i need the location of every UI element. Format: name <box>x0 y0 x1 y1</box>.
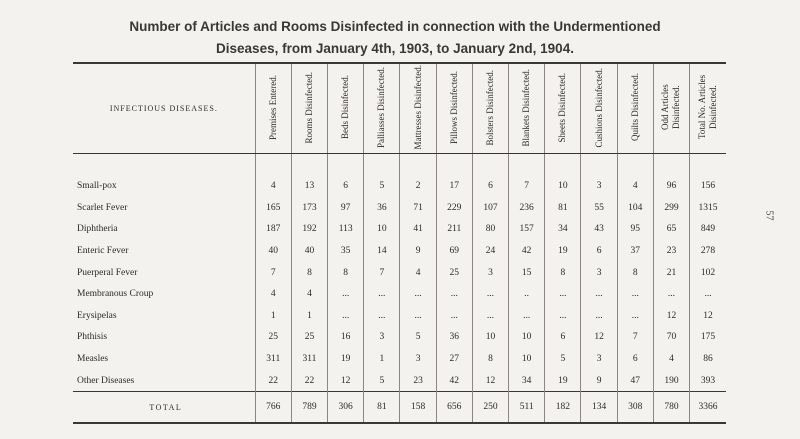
title-line-2: Diseases, from January 4th, 1903, to January 2nd, 1904. <box>216 41 574 56</box>
table-cell: ... <box>472 283 508 305</box>
table-cell: ... <box>545 305 581 327</box>
table-cell: 4 <box>400 262 436 284</box>
table-row <box>73 283 726 305</box>
column-header-label: Quilts Disinfected. <box>629 73 640 142</box>
table-cell: 134 <box>581 392 617 424</box>
table-cell: 1315 <box>690 197 726 219</box>
table-cell: 10 <box>509 348 545 370</box>
table-cell: ... <box>328 283 364 305</box>
table-cell: 175 <box>690 327 726 349</box>
table-cell: 5 <box>400 327 436 349</box>
table-cell: 25 <box>436 262 472 284</box>
table-cell: 173 <box>291 197 327 219</box>
column-header <box>617 63 653 153</box>
column-header-label: Mattresses Disinfected. <box>412 65 423 150</box>
table-cell: 8 <box>328 262 364 284</box>
table-cell: 4 <box>255 283 291 305</box>
table-cell: 104 <box>617 197 653 219</box>
table-cell: 36 <box>436 327 472 349</box>
table-cell: 27 <box>436 348 472 370</box>
column-header <box>400 63 436 153</box>
table-cell: 156 <box>690 153 726 197</box>
table-row <box>73 262 726 284</box>
table-cell: 97 <box>328 197 364 219</box>
table-cell: ... <box>364 283 400 305</box>
table-cell: 1 <box>364 348 400 370</box>
table-cell: .. <box>509 283 545 305</box>
table-cell: 4 <box>617 153 653 197</box>
table-cell: ... <box>472 305 508 327</box>
table-cell: 113 <box>328 219 364 241</box>
table-cell: 3 <box>581 153 617 197</box>
table-cell: 19 <box>545 240 581 262</box>
disease-name: Other Diseases <box>73 370 255 392</box>
table-cell: 102 <box>690 262 726 284</box>
disease-name: Diphtheria <box>73 219 255 241</box>
table-cell: 3 <box>581 262 617 284</box>
table-cell: ... <box>581 283 617 305</box>
table-cell: ... <box>617 305 653 327</box>
table-cell: 25 <box>291 327 327 349</box>
table-cell: 12 <box>653 305 689 327</box>
table-cell: ... <box>617 283 653 305</box>
total-label: TOTAL <box>73 392 255 424</box>
table-row <box>73 240 726 262</box>
table-row <box>73 370 726 392</box>
table-cell: 3 <box>472 262 508 284</box>
table-cell: 10 <box>364 219 400 241</box>
table-cell: 157 <box>509 219 545 241</box>
table-row <box>73 327 726 349</box>
table-cell: 10 <box>545 153 581 197</box>
disease-name: Erysipelas <box>73 305 255 327</box>
table-row <box>73 348 726 370</box>
column-header-label: Palliasses Disinfected. <box>376 66 387 148</box>
column-header <box>690 63 726 153</box>
table-cell: 36 <box>364 197 400 219</box>
column-header <box>653 63 689 153</box>
column-header-label: Bolsters Disinfected. <box>484 69 495 145</box>
table-cell: 190 <box>653 370 689 392</box>
table-cell: 16 <box>328 327 364 349</box>
table-cell: 311 <box>291 348 327 370</box>
table-cell: 12 <box>690 305 726 327</box>
table-cell: 656 <box>436 392 472 424</box>
table-cell: 22 <box>291 370 327 392</box>
disease-name: Membranous Croup <box>73 283 255 305</box>
table-cell: 8 <box>617 262 653 284</box>
table-cell: 780 <box>653 392 689 424</box>
table-cell: 37 <box>617 240 653 262</box>
table-cell: ... <box>436 283 472 305</box>
table-cell: 278 <box>690 240 726 262</box>
disease-name: Scarlet Fever <box>73 197 255 219</box>
page-number: 57 <box>763 210 775 221</box>
table-cell: 42 <box>436 370 472 392</box>
total-row <box>73 392 726 424</box>
column-header-label: Premises Entered. <box>267 74 278 140</box>
table-cell: 19 <box>328 348 364 370</box>
table-cell: 25 <box>255 327 291 349</box>
column-header-diseases: INFECTIOUS DISEASES. <box>73 63 255 153</box>
table-cell: 211 <box>436 219 472 241</box>
table-cell: 1 <box>291 305 327 327</box>
table-cell: 81 <box>545 197 581 219</box>
table-cell: 6 <box>617 348 653 370</box>
table-cell: 8 <box>545 262 581 284</box>
table-cell: 42 <box>509 240 545 262</box>
table-cell: 55 <box>581 197 617 219</box>
table-cell: 393 <box>690 370 726 392</box>
table-cell: ... <box>545 283 581 305</box>
disease-name: Puerperal Fever <box>73 262 255 284</box>
table-cell: 308 <box>617 392 653 424</box>
table-cell: 19 <box>545 370 581 392</box>
table-cell: ... <box>400 283 436 305</box>
table-cell: 5 <box>364 153 400 197</box>
table-cell: 165 <box>255 197 291 219</box>
table-cell: 6 <box>581 240 617 262</box>
table-cell: 3366 <box>690 392 726 424</box>
table-cell: 12 <box>328 370 364 392</box>
table-cell: 299 <box>653 197 689 219</box>
column-header <box>291 63 327 153</box>
table-row <box>73 219 726 241</box>
table-cell: 6 <box>328 153 364 197</box>
column-header <box>581 63 617 153</box>
table-cell: 192 <box>291 219 327 241</box>
table-cell: ... <box>653 283 689 305</box>
table-cell: 9 <box>581 370 617 392</box>
table-cell: 311 <box>255 348 291 370</box>
table-cell: 21 <box>653 262 689 284</box>
column-header <box>364 63 400 153</box>
table-cell: 6 <box>545 327 581 349</box>
table-cell: 40 <box>291 240 327 262</box>
table-cell: 34 <box>545 219 581 241</box>
table-cell: 41 <box>400 219 436 241</box>
table-cell: 849 <box>690 219 726 241</box>
table-cell: 81 <box>364 392 400 424</box>
header-row <box>73 63 726 153</box>
table-cell: 6 <box>472 153 508 197</box>
table-cell: ... <box>509 305 545 327</box>
column-header-label: Beds Disinfected. <box>340 75 351 140</box>
column-header-label: Sheets Disinfected. <box>557 72 568 142</box>
column-header-label: Total No. Articles Disinfected. <box>697 75 719 140</box>
disease-name: Phthisis <box>73 327 255 349</box>
column-header <box>509 63 545 153</box>
table-cell: 3 <box>364 327 400 349</box>
table-cell: 12 <box>472 370 508 392</box>
table-cell: 80 <box>472 219 508 241</box>
table-cell: 22 <box>255 370 291 392</box>
column-header <box>472 63 508 153</box>
table-cell: 7 <box>364 262 400 284</box>
disease-name: Measles <box>73 348 255 370</box>
table-cell: 47 <box>617 370 653 392</box>
table-cell: 96 <box>653 153 689 197</box>
table-cell: 5 <box>545 348 581 370</box>
document-title <box>0 16 790 60</box>
table-cell: 12 <box>581 327 617 349</box>
table-cell: ... <box>364 305 400 327</box>
table-cell: 14 <box>364 240 400 262</box>
column-header <box>328 63 364 153</box>
table-cell: 7 <box>255 262 291 284</box>
table-cell: 306 <box>328 392 364 424</box>
table-cell: 4 <box>255 153 291 197</box>
table-cell: 35 <box>328 240 364 262</box>
table-cell: 182 <box>545 392 581 424</box>
table-cell: 24 <box>472 240 508 262</box>
table-cell: ... <box>581 305 617 327</box>
table-cell: ... <box>328 305 364 327</box>
column-header-label: Pillows Disinfected. <box>448 70 459 144</box>
column-header <box>436 63 472 153</box>
table-cell: 3 <box>400 348 436 370</box>
table-cell: 9 <box>400 240 436 262</box>
table-cell: 4 <box>291 283 327 305</box>
table-row <box>73 305 726 327</box>
table-cell: 158 <box>400 392 436 424</box>
table-cell: 70 <box>653 327 689 349</box>
table-cell: 10 <box>472 327 508 349</box>
table-cell: 107 <box>472 197 508 219</box>
table-cell: 7 <box>509 153 545 197</box>
column-header-label: Cushions Disinfected. <box>593 67 604 147</box>
table-cell: 95 <box>617 219 653 241</box>
column-header <box>255 63 291 153</box>
disease-name: Small-pox <box>73 153 255 197</box>
table-row <box>73 197 726 219</box>
table-cell: 69 <box>436 240 472 262</box>
table-cell: 7 <box>617 327 653 349</box>
table-cell: 65 <box>653 219 689 241</box>
column-header-label: Odd Articles Disinfected. <box>660 84 682 131</box>
table-cell: 250 <box>472 392 508 424</box>
table-cell: 229 <box>436 197 472 219</box>
table-cell: 10 <box>509 327 545 349</box>
table-cell: 1 <box>255 305 291 327</box>
table-cell: 40 <box>255 240 291 262</box>
title-line-1: Number of Articles and Rooms Disinfected in connection with the Undermentioned <box>129 19 661 34</box>
table-cell: 17 <box>436 153 472 197</box>
table-cell: 187 <box>255 219 291 241</box>
table-cell: ... <box>436 305 472 327</box>
table-cell: 23 <box>400 370 436 392</box>
table-cell: 5 <box>364 370 400 392</box>
disease-name: Enteric Fever <box>73 240 255 262</box>
table-cell: ... <box>400 305 436 327</box>
table-cell: 4 <box>653 348 689 370</box>
table-cell: 3 <box>581 348 617 370</box>
disinfection-table <box>73 62 726 424</box>
table-cell: 8 <box>291 262 327 284</box>
table-row <box>73 153 726 197</box>
table-cell: 766 <box>255 392 291 424</box>
table-cell: 15 <box>509 262 545 284</box>
table-cell: ... <box>690 283 726 305</box>
table-cell: 789 <box>291 392 327 424</box>
table-cell: 71 <box>400 197 436 219</box>
table-cell: 13 <box>291 153 327 197</box>
table-cell: 511 <box>509 392 545 424</box>
column-header-label: Blankets Disinfected. <box>521 68 532 146</box>
table-cell: 2 <box>400 153 436 197</box>
column-header <box>545 63 581 153</box>
table-cell: 23 <box>653 240 689 262</box>
column-header-label: Rooms Disinfected. <box>303 71 314 143</box>
table-cell: 34 <box>509 370 545 392</box>
table-cell: 236 <box>509 197 545 219</box>
table-cell: 86 <box>690 348 726 370</box>
table-cell: 43 <box>581 219 617 241</box>
table-cell: 8 <box>472 348 508 370</box>
